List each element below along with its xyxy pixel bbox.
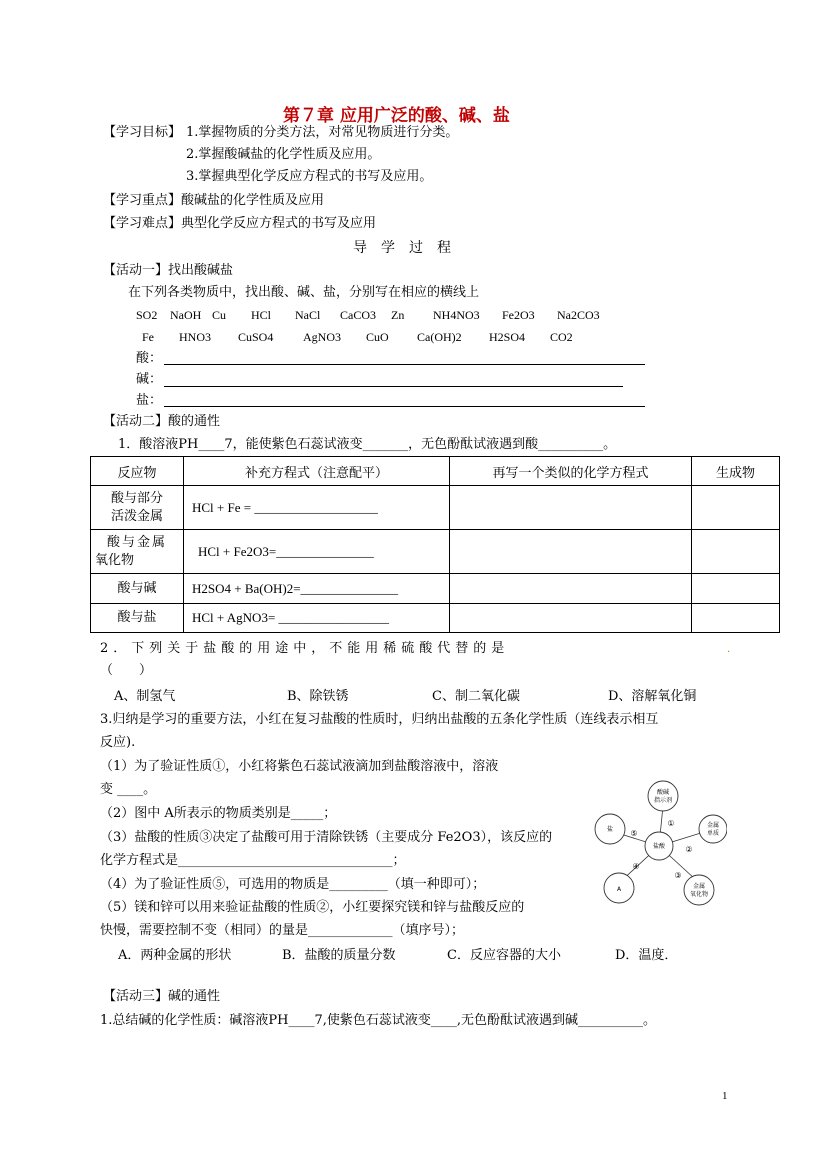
equation-cell[interactable]: H2SO4 + Ba(OH)2=_______________ xyxy=(184,574,450,604)
indicator-node xyxy=(648,781,678,811)
num-3: ③ xyxy=(674,871,682,880)
mark-dot: . xyxy=(727,644,731,655)
product-cell[interactable] xyxy=(692,574,780,604)
substance: Cu xyxy=(212,308,227,322)
similar-equation-cell[interactable] xyxy=(450,574,692,604)
reactant-cell: 酸与部分 活泼金属 xyxy=(91,486,184,530)
reactant-cell: 酸与碱 xyxy=(91,574,184,604)
similar-equation-cell[interactable] xyxy=(450,530,692,574)
option-d[interactable]: D、溶解氧化铜 xyxy=(608,689,697,704)
equation-cell[interactable]: HCl + AgNO3= _________________ xyxy=(184,604,450,633)
salt-label: 盐： xyxy=(136,393,163,408)
bl-label: A xyxy=(616,886,622,893)
goals-label: 【学习目标】 xyxy=(103,125,182,140)
table-row xyxy=(91,574,780,604)
similar-equation-cell[interactable] xyxy=(450,604,692,633)
q3-option-d[interactable]: D．温度． xyxy=(615,948,678,963)
table-header: 补充方程式（注意配平） xyxy=(184,457,450,486)
product-cell[interactable] xyxy=(692,486,780,530)
similar-equation-cell[interactable] xyxy=(450,486,692,530)
equation-cell[interactable]: HCl + Fe2O3=_______________ xyxy=(184,530,450,574)
acid-answer-line[interactable] xyxy=(164,364,645,365)
base-answer-line[interactable] xyxy=(164,386,623,387)
num-1: ① xyxy=(667,819,675,828)
goal-item: 2.掌握酸碱盐的化学性质及应用。 xyxy=(186,147,381,162)
reactant-cell: 酸与盐 xyxy=(91,604,184,633)
substance: Zn xyxy=(391,308,405,322)
page-number: 1 xyxy=(722,1090,728,1102)
substance: HCl xyxy=(251,308,272,322)
product-cell[interactable] xyxy=(692,604,780,633)
activity1-instruction: 在下列各类物质中，找出酸、碱、盐，分别写在相应的横线上 xyxy=(128,285,480,300)
table-header: 反应物 xyxy=(91,457,184,486)
hydrochloric-acid-properties-diagram xyxy=(592,776,727,911)
q3-sub5-cont: 快慢，需要控制不变（相同）的量是_____________（填序号）； xyxy=(100,923,465,938)
activity1-title: 【活动一】找出酸碱盐 xyxy=(103,263,234,278)
q3-option-a[interactable]: A．两种金属的形状 xyxy=(118,948,232,963)
substance: H2SO4 xyxy=(489,330,526,344)
substance: NaOH xyxy=(170,308,202,322)
question-3-line1: 3.归纳是学习的重要方法，小红在复习盐酸的性质时，归纳出盐酸的五条化学性质（连线表示相互 xyxy=(100,712,659,727)
difficulty-line: 【学习难点】典型化学反应方程式的书写及应用 xyxy=(103,216,377,231)
acid-properties-table xyxy=(90,456,780,633)
option-a[interactable]: A、制氢气 xyxy=(114,689,176,704)
option-c[interactable]: C、制二氧化碳 xyxy=(432,689,520,704)
metal-node xyxy=(699,815,727,843)
num-5: ⑤ xyxy=(630,829,638,838)
substance: Ca(OH)2 xyxy=(417,330,462,344)
goal-item: 1.掌握物质的分类方法，对常见物质进行分类。 xyxy=(186,125,459,140)
substance: NH4NO3 xyxy=(433,308,480,322)
table-row xyxy=(91,530,780,574)
substance: Fe2O3 xyxy=(502,308,535,322)
q3-sub1-cont: 变 ____。 xyxy=(100,782,157,797)
substance: Na2CO3 xyxy=(557,308,600,322)
activity2-title: 【活动二】酸的通性 xyxy=(103,414,221,429)
equation-cell[interactable]: HCl + Fe = ___________________ xyxy=(184,486,450,530)
q3-option-b[interactable]: B．盐酸的质量分数 xyxy=(282,948,396,963)
substance: CO2 xyxy=(550,330,573,344)
substance: NaCl xyxy=(295,308,321,322)
table-row xyxy=(91,604,780,633)
product-cell[interactable] xyxy=(692,530,780,574)
q3-option-c[interactable]: C．反应容器的大小 xyxy=(447,948,561,963)
substance: CaCO3 xyxy=(340,308,376,322)
top-label-1: 酸碱 xyxy=(656,789,670,796)
goal-item: 3.掌握典型化学反应方程式的书写及应用。 xyxy=(186,169,433,184)
base-question-1: 1.总结碱的化学性质：碱溶液PH____7,使紫色石蕊试液变____,无色酚酞试液遇到碱__________。 xyxy=(100,1013,657,1028)
substance: Fe xyxy=(142,330,154,344)
q3-sub3-cont: 化学方程式是_________________________________； xyxy=(100,853,406,868)
base-label: 碱： xyxy=(136,372,163,387)
q3-sub1: （1）为了验证性质①，小红将紫色石蕊试液滴加到盐酸溶液中，溶液 xyxy=(100,759,499,774)
substance: SO2 xyxy=(136,308,158,322)
guide-heading: 导 学 过 程 xyxy=(353,240,451,256)
substance: AgNO3 xyxy=(303,330,341,344)
reactant-cell: 酸与金属 氧化物 xyxy=(91,530,184,574)
focus-line: 【学习重点】酸碱盐的化学性质及应用 xyxy=(103,193,325,208)
page-title: 第７章 应用广泛的酸、碱、盐 xyxy=(283,106,510,126)
table-row xyxy=(91,486,780,530)
activity3-title: 【活动三】碱的通性 xyxy=(103,989,221,1004)
br-label-2: 氧化物 xyxy=(689,891,709,898)
q3-sub2: （2）图中 A所表示的物质类别是_____； xyxy=(100,806,337,821)
substance: HNO3 xyxy=(179,330,211,344)
table-header: 再写一个类似的化学方程式 xyxy=(450,457,692,486)
substance: CuO xyxy=(366,330,389,344)
acid-question-1: 1．酸溶液PH____7，能使紫色石蕊试液变_______，无色酚酞试液遇到酸__________。 xyxy=(118,437,617,452)
br-label-1: 金属 xyxy=(692,883,706,890)
question-2: 2．下列关于盐酸的用途中，不能用稀硫酸代替的是 xyxy=(100,641,510,656)
acid-label: 酸： xyxy=(136,351,163,366)
center-label: 盐酸 xyxy=(652,843,666,850)
q3-sub3: （3）盐酸的性质③决定了盐酸可用于清除铁锈（主要成分 Fe2O3），该反应的 xyxy=(100,830,553,845)
q3-sub4: （4）为了验证性质⑤，可选用的物质是_________（填一种即可）； xyxy=(100,877,486,892)
question-2-paren: （ ） xyxy=(100,663,153,678)
substance: CuSO4 xyxy=(238,330,274,344)
question-3-line2: 反应). xyxy=(100,735,136,750)
num-4: ④ xyxy=(632,862,640,871)
q3-sub5: （5）镁和锌可以用来验证盐酸的性质②，小红要探究镁和锌与盐酸反应的 xyxy=(100,900,525,915)
option-b[interactable]: B、除铁锈 xyxy=(287,689,349,704)
metal-oxide-node xyxy=(684,875,714,905)
right-label-1: 金属 xyxy=(706,822,720,829)
left-label: 盐 xyxy=(606,826,614,833)
table-header: 生成物 xyxy=(692,457,780,486)
right-label-2: 单质 xyxy=(706,830,720,837)
num-2: ② xyxy=(685,845,693,854)
salt-answer-line[interactable] xyxy=(164,406,645,407)
top-label-2: 指示剂 xyxy=(653,797,673,804)
